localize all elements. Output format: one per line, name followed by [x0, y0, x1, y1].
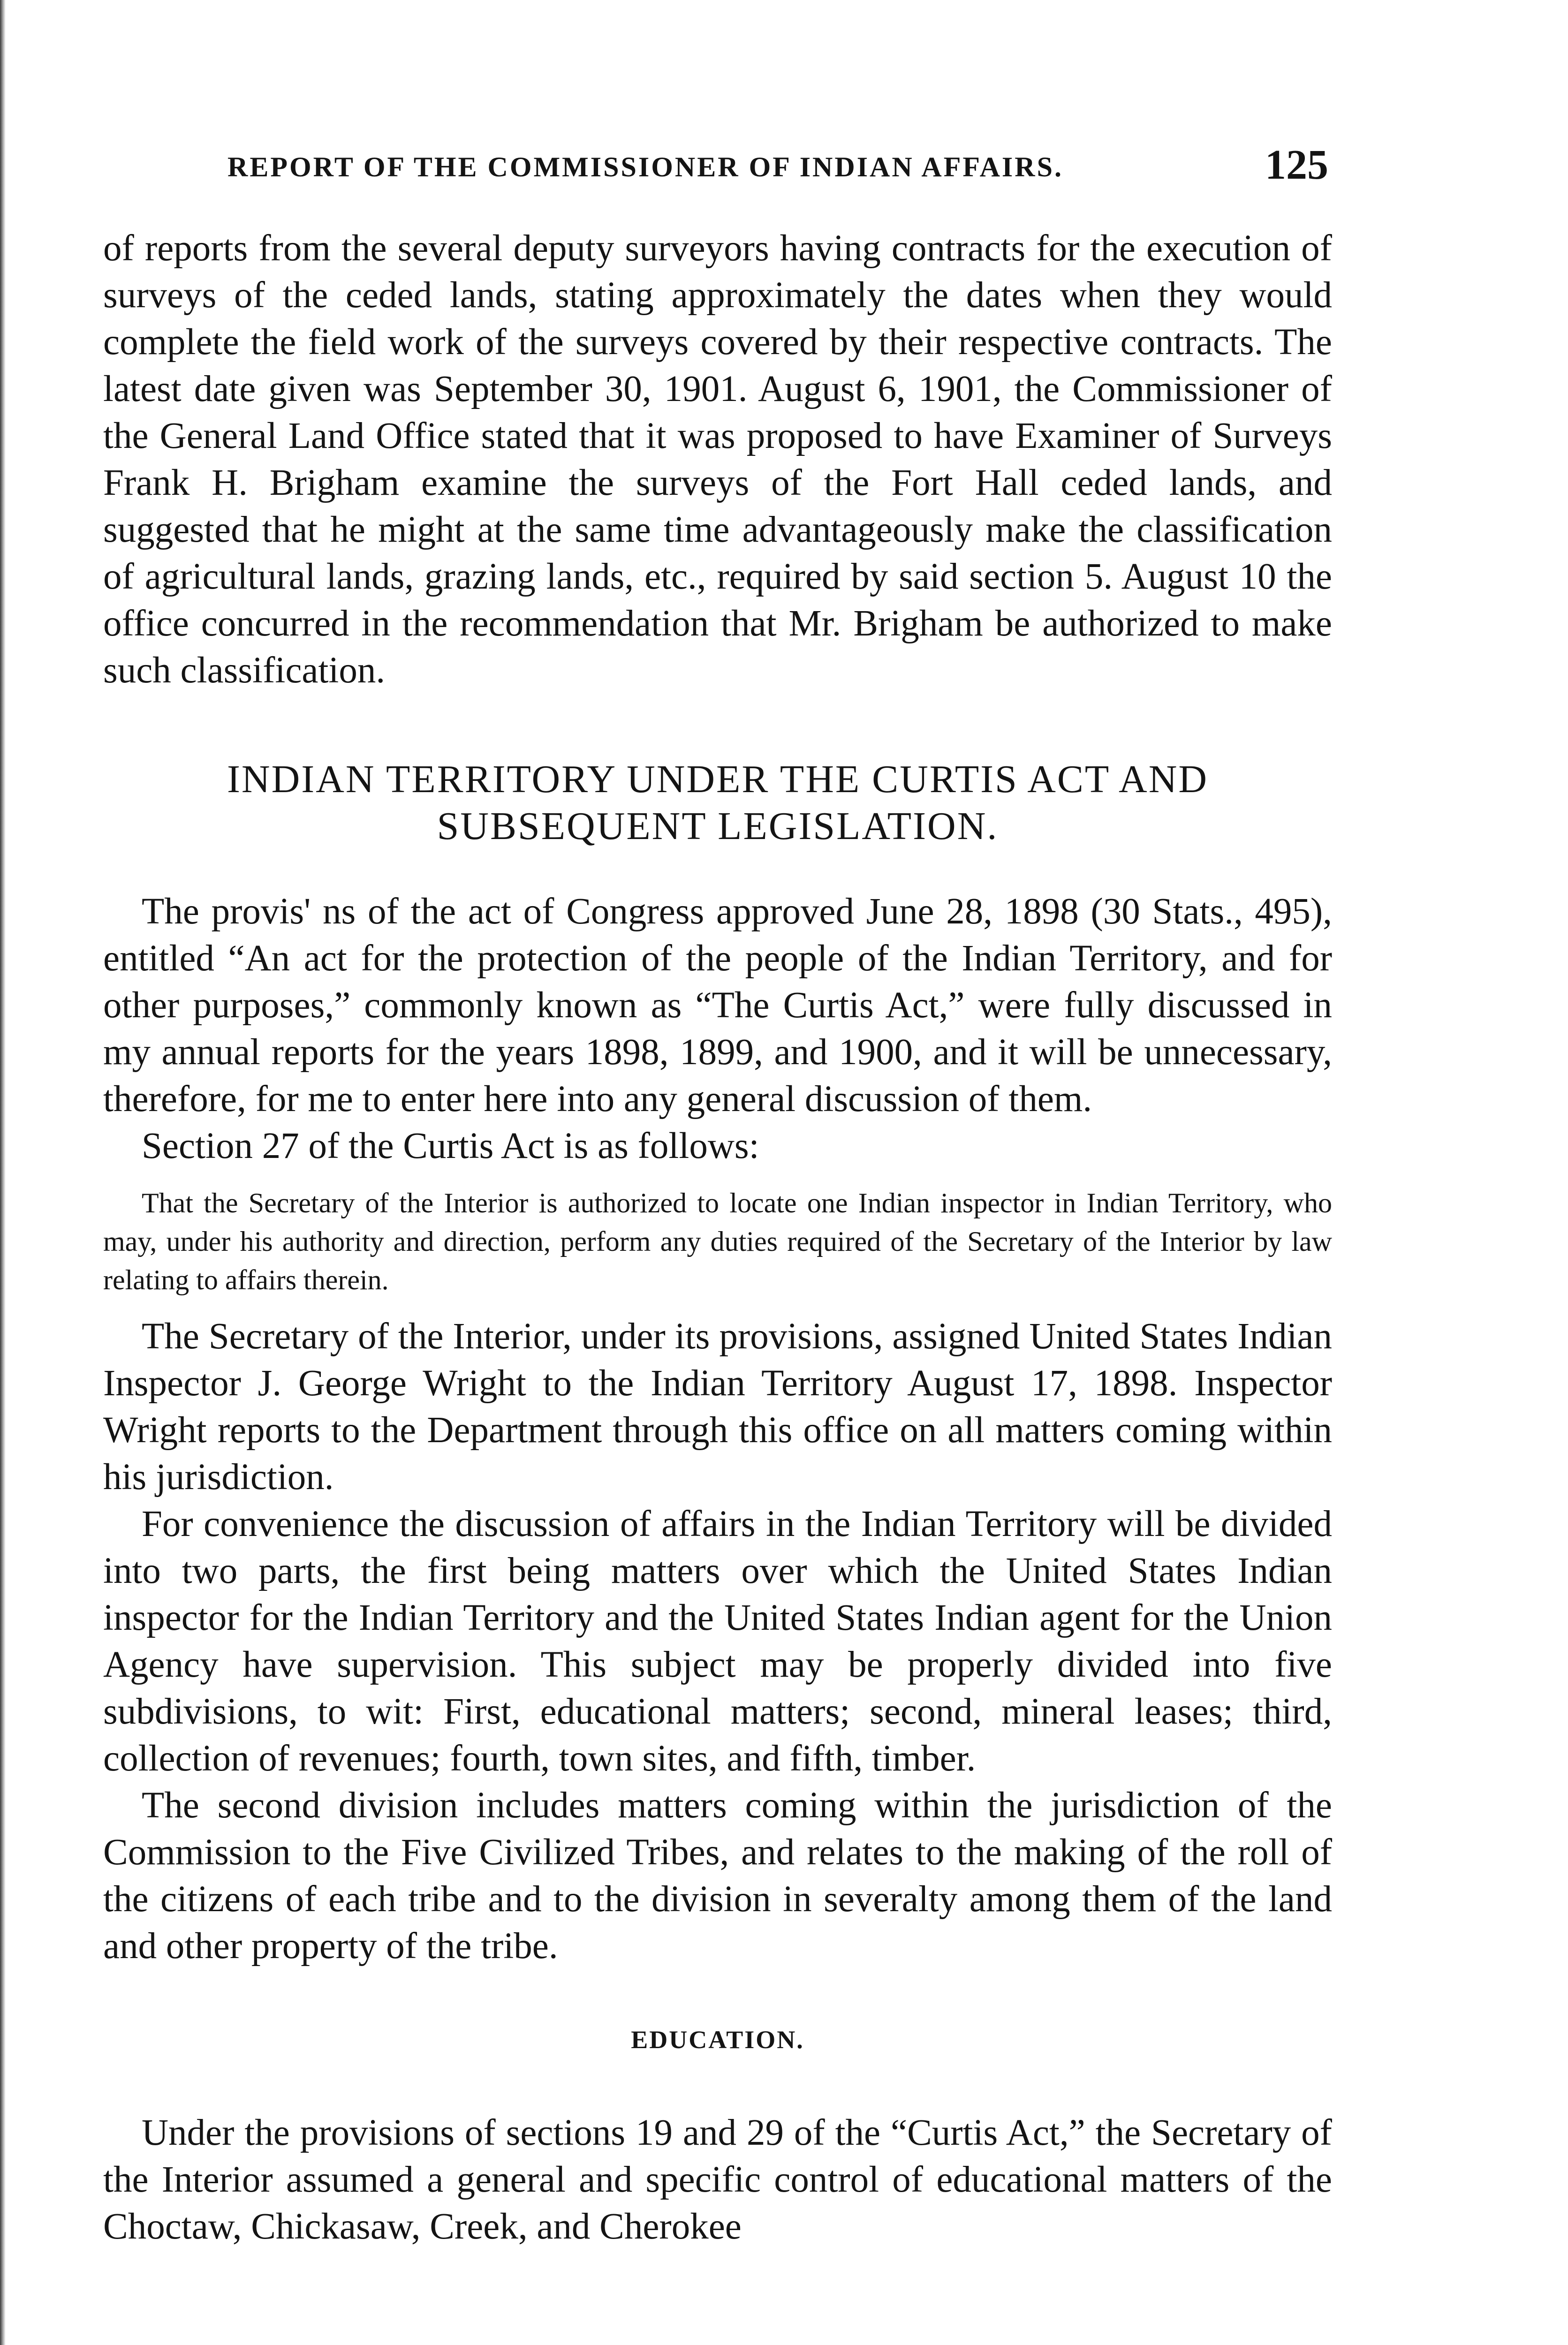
section-title-line-1: INDIAN TERRITORY UNDER THE CURTIS ACT AND — [227, 757, 1209, 801]
quote-section-27: That the Secretary of the Interior is authorized to locate one Indian inspector in Indian Territory, who may, under his authority and direction, perform any duties required of the Secretary of the Interior by law relating to affairs therein. — [103, 1188, 1332, 1295]
paragraph-education: Under the provisions of sections 19 and 29 of the “Curtis Act,” the Secretary of the Interior assumed a general and specific control of educational matters of the Choctaw, Chickasaw, Creek, and Cherokee — [103, 2112, 1332, 2247]
education-heading: EDUCATION. — [631, 2026, 804, 2054]
page-number: 125 — [1265, 142, 1328, 188]
paragraph-inspector: The Secretary of the Interior, under its provisions, assigned United States Indian Inspector J. George Wright to the Indian Territory August 17, 1898. Inspector Wright reports to the Department through this office on all matters coming within his jurisdiction. — [103, 1316, 1332, 1498]
paragraph-section-27-intro: Section 27 of the Curtis Act is as follows: — [142, 1126, 759, 1166]
page-body — [103, 225, 1332, 2250]
page-edge-shadow — [0, 0, 6, 2345]
page-header — [103, 141, 1332, 192]
section-title-line-2: SUBSEQUENT LEGISLATION. — [437, 804, 999, 848]
paragraph-second-division: The second division includes matters coming within the jurisdiction of the Commission to the Five Civilized Tribes, and relates to the making of the roll of the citizens of each tribe and to the division in severalty among them of the land and other property of the tribe. — [103, 1785, 1332, 1967]
block-quote — [103, 1184, 1332, 1299]
running-head: REPORT OF THE COMMISSIONER OF INDIAN AFFAIRS. — [227, 151, 1063, 182]
paragraph-curtis-act: The provis' ns of the act of Congress approved June 28, 1898 (30 Stats., 495), entitled “An act for the protection of the people of the Indian Territory, and for other purposes,” commonly known as “The Curtis Act,” were fully discussed in my annual reports for the years 1898, 1899, and 1900, and it will be unnecessary, therefore, for me to enter here into any general discussion of them. — [103, 891, 1332, 1120]
section-title — [103, 756, 1332, 850]
paragraph-divisions: For convenience the discussion of affairs in the Indian Territory will be divided into two parts, the first being matters over which the United States Indian inspector for the Indian Territory and the United States Indian agent for the Union Agency have supervision. This subject may be properly divided into five subdivisions, to wit: First, educational matters; second, mineral leases; third, collection of revenues; fourth, town sites, and fifth, timber. — [103, 1504, 1332, 1779]
paragraph-continuation: of reports from the several deputy surveyors having contracts for the execution of surveys of the ceded lands, stating approximately the dates when they would complete the field work of the surveys covered by their respective contracts. The latest date given was September 30, 1901. August 6, 1901, the Commissioner of the General Land Office stated that it was proposed to have Examiner of Surveys Frank H. Brigham examine the surveys of the Fort Hall ceded lands, and suggested that he might at the same time advantageously make the classification of agricultural lands, grazing lands, etc., required by said section 5. August 10 the office concurred in the recommendation that Mr. Brigham be authorized to make such classification. — [103, 228, 1332, 691]
